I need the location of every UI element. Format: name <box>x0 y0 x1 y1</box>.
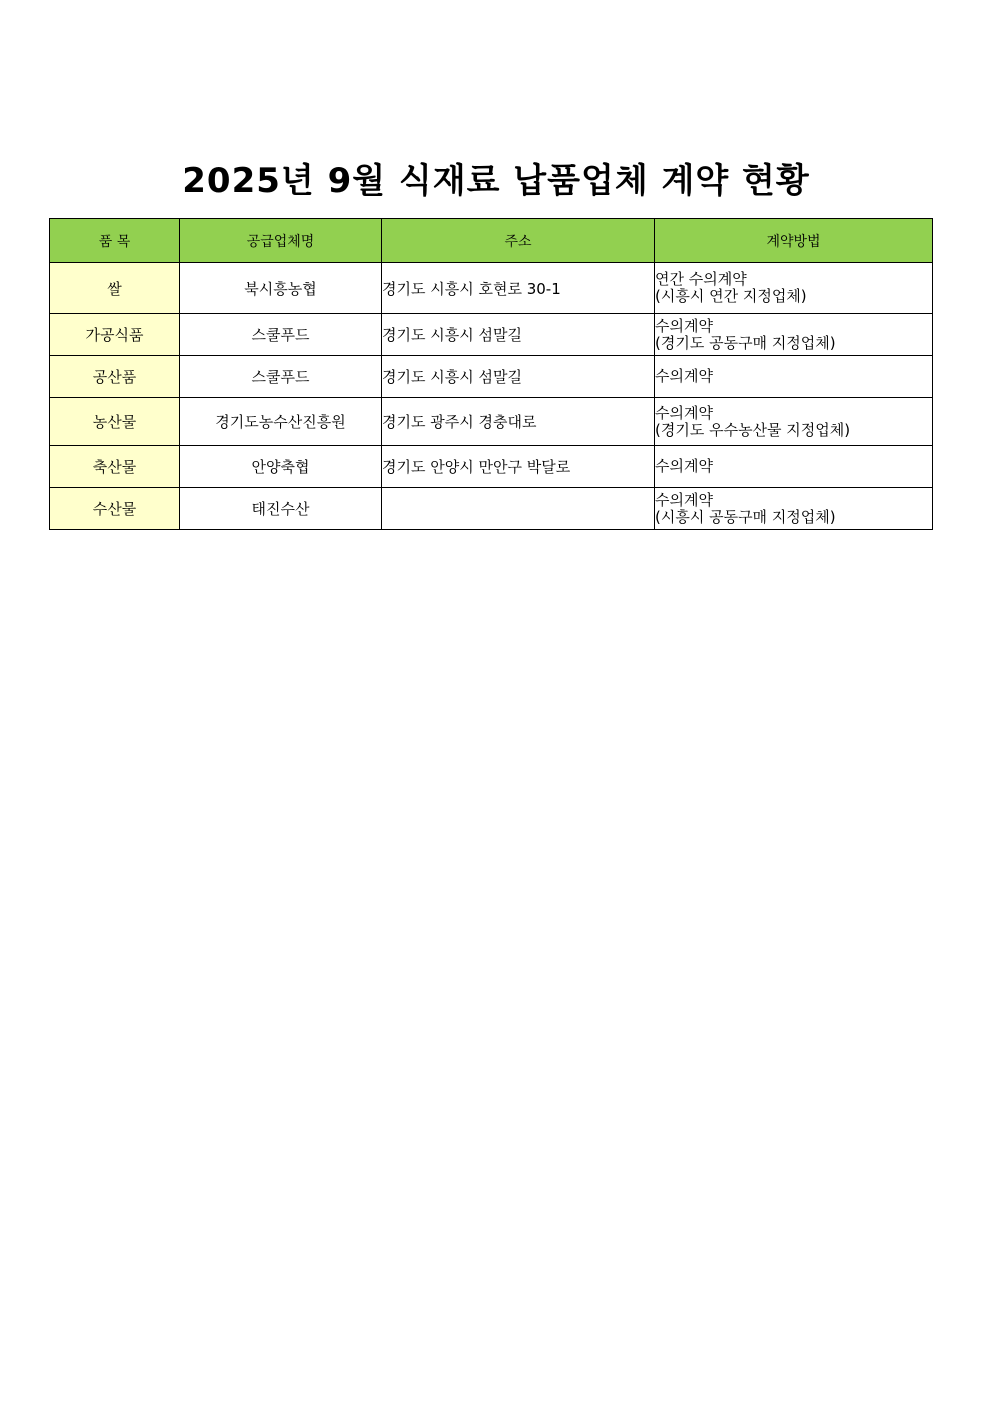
cell-item: 수산물 <box>50 488 180 530</box>
table-row <box>50 488 933 530</box>
cell-supplier: 태진수산 <box>180 488 382 530</box>
supplier-contract-table <box>49 218 933 530</box>
method-text: 연간 수의계약 <box>655 270 747 288</box>
cell-supplier: 스쿨푸드 <box>180 356 382 398</box>
method-text: 수의계약 <box>655 490 713 509</box>
header-method: 계약방법 <box>655 219 933 263</box>
page-title: 2025년 9월 식재료 납품업체 계약 현황 <box>182 161 810 201</box>
table-row <box>50 398 933 446</box>
method-note: (경기도 공동구매 지정업체) <box>655 333 836 352</box>
cell-address: 경기도 안양시 만안구 박달로 <box>382 446 655 488</box>
cell-item: 가공식품 <box>50 314 180 356</box>
cell-method <box>655 398 933 446</box>
cell-method <box>655 488 933 530</box>
header-address: 주소 <box>382 219 655 263</box>
cell-supplier: 북시흥농협 <box>180 263 382 314</box>
table-row <box>50 356 933 398</box>
cell-item: 공산품 <box>50 356 180 398</box>
cell-item: 농산물 <box>50 398 180 446</box>
cell-supplier: 경기도농수산진흥원 <box>180 398 382 446</box>
cell-method <box>655 314 933 356</box>
cell-method <box>655 356 933 398</box>
cell-method <box>655 263 933 314</box>
cell-item: 축산물 <box>50 446 180 488</box>
cell-address <box>382 488 655 530</box>
table-row <box>50 263 933 314</box>
cell-address: 경기도 시흥시 섬말길 <box>382 356 655 398</box>
table-row <box>50 446 933 488</box>
header-item: 품 목 <box>50 219 180 263</box>
method-note: (시흥시 연간 지정업체) <box>655 287 807 305</box>
method-text: 수의계약 <box>655 403 713 422</box>
table-header-row <box>50 219 933 263</box>
method-note: (시흥시 공동구매 지정업체) <box>655 507 836 526</box>
cell-address: 경기도 시흥시 섬말길 <box>382 314 655 356</box>
method-text: 수의계약 <box>655 457 713 475</box>
cell-address: 경기도 시흥시 호현로 30-1 <box>382 263 655 314</box>
method-text: 수의계약 <box>655 367 713 385</box>
header-supplier: 공급업체명 <box>180 219 382 263</box>
table-row <box>50 314 933 356</box>
method-note: (경기도 우수농산물 지정업체) <box>655 420 851 439</box>
cell-method <box>655 446 933 488</box>
cell-item: 쌀 <box>50 263 180 314</box>
method-text: 수의계약 <box>655 316 713 335</box>
cell-address: 경기도 광주시 경충대로 <box>382 398 655 446</box>
cell-supplier: 스쿨푸드 <box>180 314 382 356</box>
cell-supplier: 안양축협 <box>180 446 382 488</box>
